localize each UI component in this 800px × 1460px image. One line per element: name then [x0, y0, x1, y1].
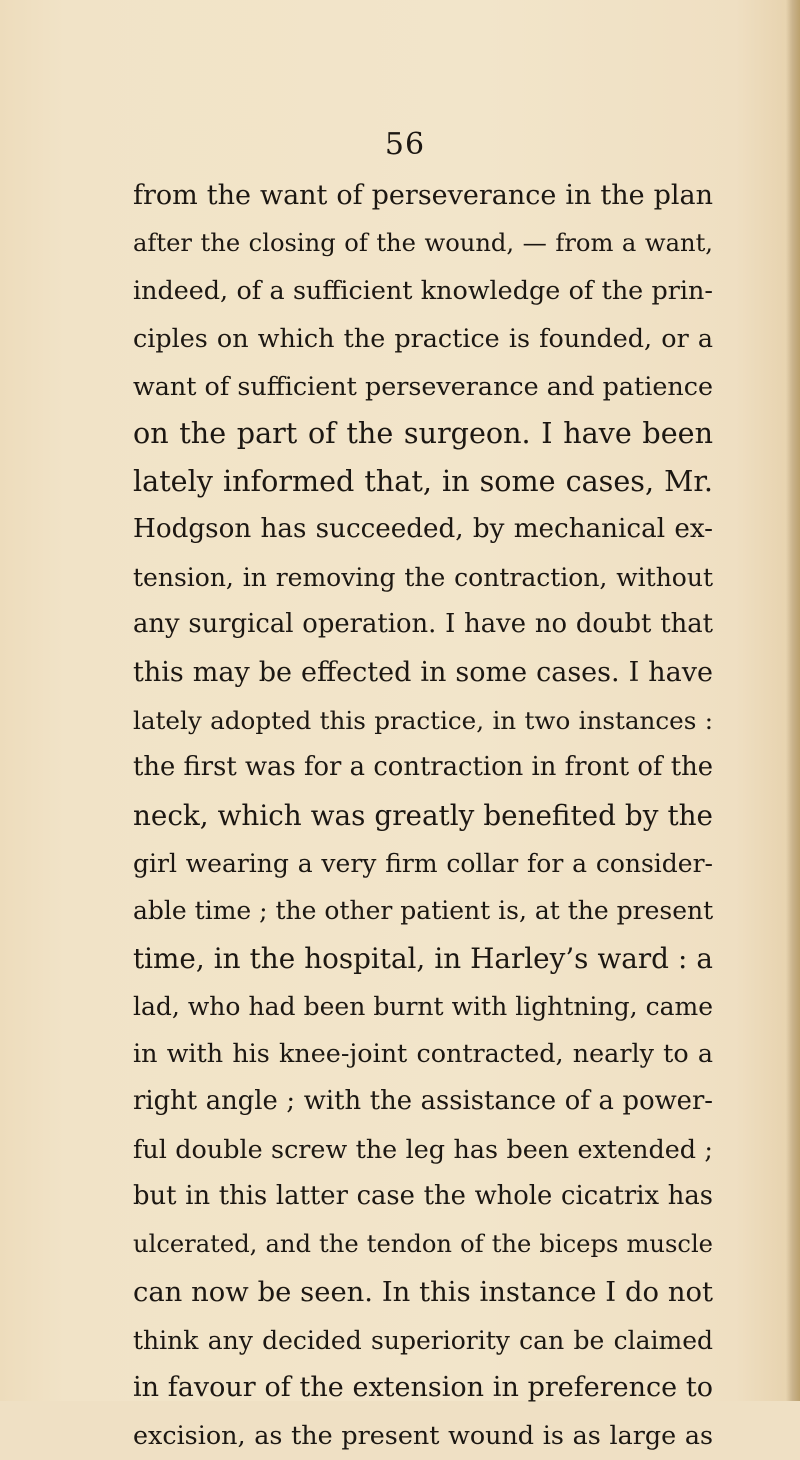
text-line: in favour of the extension in preference to	[133, 1372, 713, 1404]
text-line: can now be seen. In this instance I do not	[133, 1276, 713, 1308]
text-line: indeed, of a sufficient knowledge of the prin-	[133, 275, 713, 306]
text-line: lad, who had been burnt with lightning, came	[133, 991, 713, 1021]
text-line: but in this latter case the whole cicatrix has	[133, 1181, 713, 1212]
text-line: lately informed that, in some cases, Mr.	[133, 464, 713, 499]
text-line: the first was for a contraction in front of the	[133, 752, 713, 783]
text-line: right angle ; with the assistance of a power-	[133, 1086, 713, 1117]
text-line: after the closing of the wound, — from a want,	[133, 228, 713, 257]
text-line: ciples on which the practice is founded, or a	[133, 323, 713, 354]
text-line: ulcerated, and the tendon of the biceps muscle	[133, 1230, 713, 1259]
text-line: able time ; the other patient is, at the present	[133, 896, 714, 926]
page-number: 56	[384, 127, 426, 162]
text-line: on the part of the surgeon. I have been	[133, 416, 713, 451]
text-line: want of sufficient perseverance and patience	[133, 370, 713, 401]
text-line: from the want of perseverance in the plan	[133, 180, 713, 211]
page-edge-shadow	[786, 0, 800, 1401]
text-line: neck, which was greatly benefited by the	[133, 798, 713, 832]
text-line: time, in the hospital, in Harley’s ward : a	[133, 942, 713, 975]
text-line: think any decided superiority can be claimed	[133, 1325, 713, 1355]
text-line: this may be effected in some cases. I have	[133, 656, 713, 688]
text-line: ful double screw the leg has been extended ;	[133, 1133, 713, 1164]
text-line: any surgical operation. I have no doubt that	[133, 609, 713, 640]
text-line: Hodgson has succeeded, by mechanical ex-	[133, 513, 713, 544]
text-line: tension, in removing the contraction, without	[133, 562, 713, 592]
body-text	[133, 172, 713, 1460]
text-line: in with his knee-joint contracted, nearly to a	[133, 1038, 713, 1069]
text-line: excision, as the present wound is as large as	[133, 1419, 713, 1450]
text-line: girl wearing a very firm collar for a consider-	[133, 848, 713, 878]
text-line: lately adopted this practice, in two instances :	[133, 705, 713, 735]
